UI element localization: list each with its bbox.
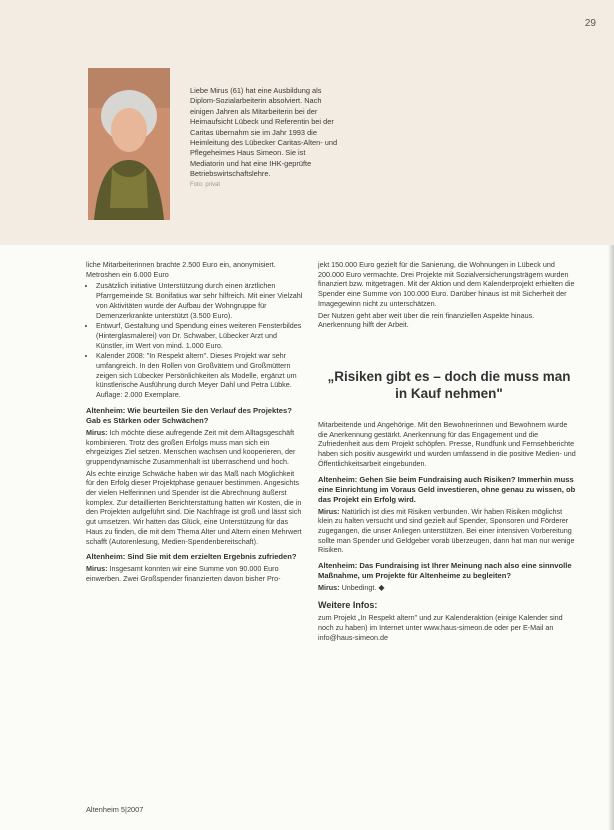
page-edge-shadow	[608, 245, 614, 830]
info-text: zum Projekt „In Respekt altern" und zur Kalenderaktion (einige Kalender sind noch zu haben) im Internet unter www.haus-simeon.de oder per E-Mail an info@haus-simeon.de	[318, 613, 563, 642]
end-mark-icon: ◆	[378, 583, 385, 593]
left-column	[86, 260, 304, 586]
right-column-bottom	[318, 420, 578, 645]
right-paragraph-2: Der Nutzen geht aber weit über die rein finanziellen Aspekte hinaus. Anerkennung hilft der Arbeit.	[318, 310, 535, 330]
author-bio	[190, 86, 340, 190]
bullet-item: • Kalender 2008: "In Respekt altern". Dieses Projekt war sehr umfangreich. In den Rollen von Großvätern und Großmüttern zeigen sich Lübecker Persönlichkeiten als Modelle, ergänzt um künstlerische Ausführung durch Meyer Dahl und Petra Lübke. Auflage: 2.000 Exemplare.	[96, 351, 304, 400]
left-intro: liche Mitarbeiterinnen brachte 2.500 Euro ein, anonymisiert. Metroshen ein 6.000 Euro	[86, 260, 276, 279]
portrait-photo	[88, 68, 170, 220]
bullet-item: • Zusätzlich initiative Unterstützung durch einen ärztlichen Pfarrgemeinde St. Bonifatius war sehr hilfreich. Mit einer Vielzahl von Aktivitäten wurde der Aufbau der Wohngruppe für Demenzerkrankte unterstützt (3.500 Euro).	[96, 281, 304, 320]
info-heading: Weitere Infos:	[318, 599, 378, 610]
footer-issue: Altenheim 5|2007	[86, 805, 144, 814]
question-3: Altenheim: Gehen Sie beim Fundraising auch Risiken? Immerhin muss eine Einrichtung im Voraus Geld investieren, ohne genau zu wissen, ob das Projekt ein Erfolg wird.	[318, 474, 576, 504]
question-2: Altenheim: Sind Sie mit dem erzielten Ergebnis zufrieden?	[86, 552, 297, 562]
bullet-item: • Entwurf, Gestaltung und Spendung eines weiteren Fensterbildes (Hinterglasmalerei) von Dr. Schwaber, Lübecker Arzt und Künstler, im Wert von mind. 1.000 Euro.	[96, 321, 304, 350]
answer-label: Mirus:	[86, 564, 108, 574]
answer-label: Mirus:	[318, 506, 340, 516]
answer-2: Mirus: Insgesamt konnten wir eine Summe von 90.000 Euro einwerben. Zwei Großspender finanzierten davon bisher Pro-	[86, 564, 281, 583]
bio-text: Liebe Mirus (61) hat eine Ausbildung als Diplom-Sozialarbeiterin absolviert. Nach einigen Jahren als Mitarbeiterin bei der Heimaufsicht Lübeck und Referentin bei der Caritas übernahm sie im Jahr 1993 die Heimleitung des Lübecker Caritas-Alten- und Pflegeheimes Haus Simeon. Sie ist Mediatorin und hat eine IHK-geprüfte Betriebswirtschaftslehre.	[190, 86, 338, 179]
bullet-list	[86, 281, 304, 399]
answer-1b: Als echte einzige Schwäche haben wir das Maß nach Möglichkeit für den Erfolg dieser Projektphase genauer bestimmen. Angesichts der vielen Helferinnen und Spender ist die Abrechnung äußerst komplex. Zur detaillierten Berichterstattung hatten wir Kosten, die in den Projekten aufgeführt sind. Die Nachfrage ist groß und lässt sich gut umsetzen. Wir hatten das Glück, eine Unterstützung für das Haus zu finden, die mit dem Thema Alter und Altern einen Mehrwert schafft (Autorenlesung, Medien-Spendenbereitschaft).	[86, 468, 302, 546]
answer-label: Mirus:	[318, 583, 340, 593]
right-paragraph-1: jekt 150.000 Euro gezielt für die Sanierung, die Wohnungen in Lübeck und 200.000 Euro vermachte. Drei Projekte mit Sozialversicherungsträgern wurden finanziert bzw. mitgetragen. Mit der Aktion und dem Kalenderprojekt erhielten die Spender eine Summe von 100.000 Euro. Darüber hinaus ist mit Sicherheit der Imagegewinn nicht zu unterschätzen.	[318, 260, 575, 308]
answer-label: Mirus:	[86, 427, 108, 437]
answer-3: Mirus: Natürlich ist dies mit Risiken verbunden. Wir haben Risiken möglichst klein zu halten versucht und sind gezielt auf Spender, Sponsoren und Förderer zugegangen, die unser Anliegen unterstützen. Bei einer intensiven Vorbereitung sollte man Spender und Geldgeber vorab überzeugen, dann hat man nur wenige Risiken.	[318, 506, 575, 555]
right-column-top	[318, 260, 578, 332]
question-4: Altenheim: Das Fundraising ist Ihrer Meinung nach also eine sinnvolle Maßnahme, um Projekte für Altenheime zu begleiten?	[318, 561, 572, 581]
answer-1: Mirus: Ich möchte diese aufregende Zeit mit dem Alltagsgeschäft kombinieren. Trotz des großen Erfolgs muss man sich ein ehrgeiziges Ziel setzen. Menschen wachsen und kooperieren, der gruppendynamische Zusammenhalt ist überraschend und hoch.	[86, 427, 296, 466]
question-1: Altenheim: Wie beurteilen Sie den Verlauf des Projektes? Gab es Stärken oder Schwächen?	[86, 405, 292, 425]
photo-credit: Foto: privat	[190, 181, 221, 188]
right-paragraph-3: Mitarbeitende und Angehörige. Mit den Bewohnerinnen und Bewohnern wurde die Anerkennung gestärkt. Anerkennung für das Engagement und die Zufriedenheit aus dem Projekt schöpfen. Presse, Rundfunk und Fernsehberichte haben sich positiv ausgewirkt und wurden umfassend in die positive Medien- und Öffentlichkeitsarbeit eingebunden.	[318, 420, 576, 468]
page-number: 29	[584, 18, 596, 29]
pull-quote: „Risiken gibt es – doch die muss man in Kauf nehmen"	[327, 369, 571, 401]
answer-4: Mirus: Unbedingt. ◆	[318, 583, 385, 593]
